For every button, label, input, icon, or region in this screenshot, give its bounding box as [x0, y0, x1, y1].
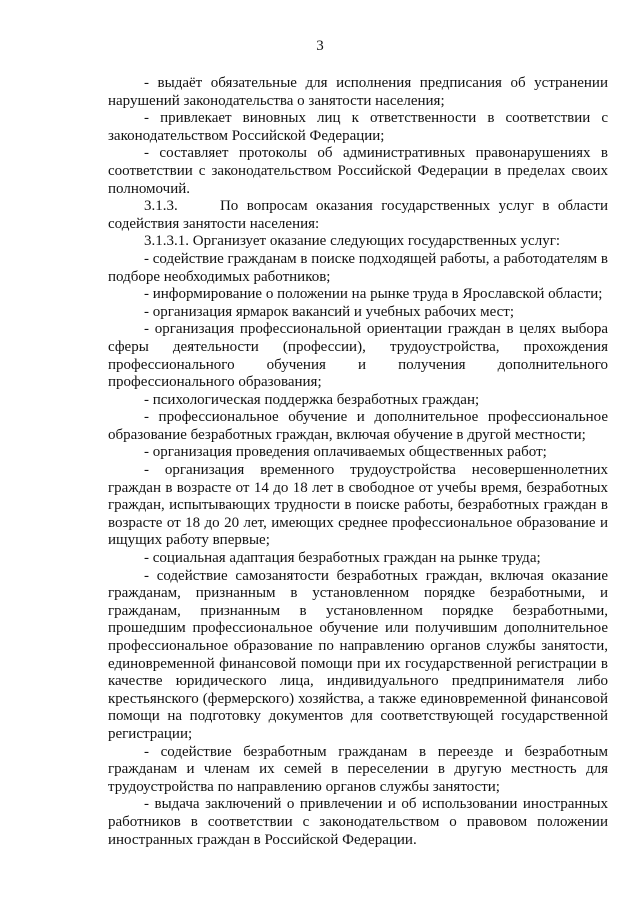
subsection-heading: 3.1.3.1. Организует оказание следующих государственных услуг: — [144, 233, 561, 250]
list-item: - организация профессиональной ориентации граждан в целях выбора сферы деятельности (профессии), трудоустройства, прохождения профессионального обучения и получения дополнительного профессионального образования; — [108, 321, 608, 391]
list-item: - социальная адаптация безработных граждан на рынке труда; — [144, 550, 541, 567]
list-item: - информирование о положении на рынке труда в Ярославской области; — [144, 286, 603, 303]
page-number: 3 — [316, 38, 324, 54]
document-body — [108, 75, 612, 849]
list-item: - организация временного трудоустройства несовершеннолетних граждан в возрасте от 14 до 18 лет в свободное от учебы время, безработных граждан, испытывающих трудности в поиске работы, безработных граждан в возрасте от 18 до 20 лет, имеющих среднее профессиональное образование и ищущих работу впервые; — [108, 462, 608, 549]
paragraph: - составляет протоколы об административных правонарушениях в соответствии с законодательством Российской Федерации в пределах своих полномочий. — [108, 145, 608, 197]
paragraph: - привлекает виновных лиц к ответственности в соответствии с законодательством Российской Федерации; — [108, 110, 608, 144]
list-item: - содействие безработным гражданам в переезде и безработным гражданам и членам их семей в переселении в другую местность для трудоустройства по направлению органов службы занятости; — [108, 743, 608, 795]
list-item: - содействие самозанятости безработных граждан, включая оказание гражданам, признанным в установленном порядке безработными, и гражданам, признанным в установленном порядке безработными, прошедшим профессиональное обучение или получившим дополнительное профессиональное образование по направлению органов службы занятости, единовременной финансовой помощи при их государственной регистрации в качестве юридического лица, индивидуального предпринимателя либо крестьянского (фермерского) хозяйства, а также единовременной финансовой помощи на подготовку документов для соответствующей государственной регистрации; — [108, 567, 608, 742]
section-heading: 3.1.3. По вопросам оказания государственных услуг в области содействия занятости населения: — [108, 198, 612, 232]
list-item: - организация ярмарок вакансий и учебных рабочих мест; — [144, 303, 514, 320]
paragraph: - выдаёт обязательные для исполнения предписания об устранении нарушений законодательства о занятости населения; — [108, 75, 608, 109]
list-item: - выдача заключений о привлечении и об использовании иностранных работников в соответствии с законодательством о правовом положении иностранных граждан в Российской Федерации. — [108, 796, 608, 848]
list-item: - профессиональное обучение и дополнительное профессиональное образование безработных граждан, включая обучение в другой местности; — [108, 409, 608, 443]
list-item: - психологическая поддержка безработных граждан; — [144, 391, 480, 408]
list-item: - организация проведения оплачиваемых общественных работ; — [144, 444, 547, 461]
list-item: - содействие гражданам в поиске подходящей работы, а работодателям в подборе необходимых работников; — [108, 250, 608, 285]
